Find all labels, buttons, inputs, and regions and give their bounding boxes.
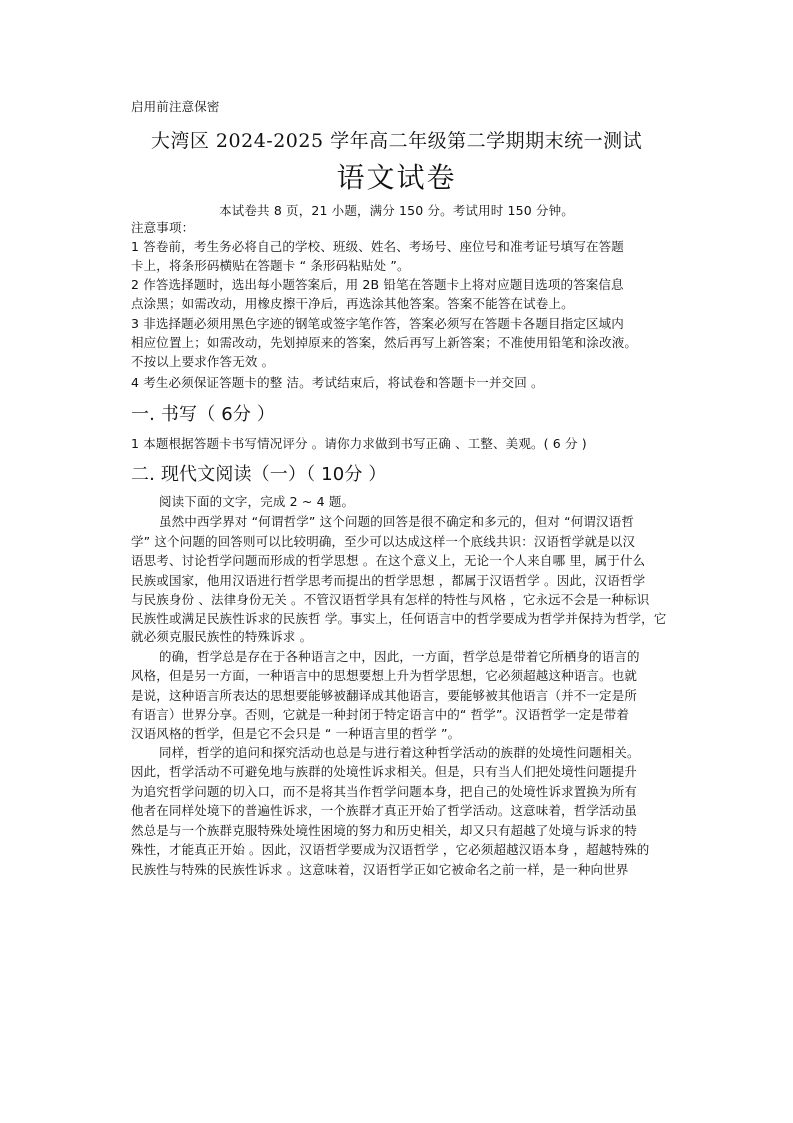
passage-line: 民族性与特殊的民族性诉求 。这意味着，汉语哲学正如它被命名之前一样，是一种向世界 bbox=[131, 862, 629, 877]
passage-intro: 阅读下面的文字，完成 2 ~ 4 题。 bbox=[159, 494, 355, 509]
section1-heading: 一. 书写（ 6分 ） bbox=[131, 404, 275, 425]
subject-title: 语文试卷 bbox=[336, 161, 457, 194]
notice-line: 1 答卷前，考生务必将自己的学校、班级、姓名、考场号、座位号和准考证号填写在答题 bbox=[131, 239, 624, 254]
notice-line: 卡上，将条形码横贴在答题卡 “ 条形码粘贴处 ”。 bbox=[131, 258, 410, 273]
passage-line: 学” 这个问题的回答则可以比较明确，至少可以达成这样一个底线共识：汉语哲学就是以汉 bbox=[131, 534, 636, 549]
notice-line: 3 非选择题必须用黑色字迹的钢笔或签字笔作答，答案必须写在答题卡各题目指定区域内 bbox=[131, 316, 624, 331]
passage-line: 汉语风格的哲学，但是它不会只是 “ 一种语言里的哲学 ”。 bbox=[131, 726, 461, 741]
passage-line: 是说，这种语言所表达的思想要能够被翻译成其他语言，要能够被其他语言（并不一定是所 bbox=[131, 688, 638, 703]
passage-line: 因此，哲学活动不可避免地与族群的处境性诉求相关。但是，只有当人们把处境性问题提升 bbox=[131, 764, 638, 779]
passage-line: 殊性，才能真正开始 。因此，汉语哲学要成为汉语哲学 ，它必须超越汉语本身 ，超越特殊的 bbox=[131, 842, 650, 857]
section2-heading: 二. 现代文阅读（一）（ 10分 ） bbox=[131, 464, 387, 485]
passage-line: 就必须克服民族性的特殊诉求 。 bbox=[131, 629, 313, 644]
passage-line: 虽然中西学界对 “何谓哲学” 这个问题的回答是很不确定和多元的，但对 “何谓汉语哲 bbox=[159, 514, 634, 529]
notice-line: 相应位置上；如需改动，先划掉原来的答案，然后再写上新答案；不准使用铅笔和涂改液。 bbox=[131, 335, 638, 350]
section1-item: 1 本题根据答题卡书写情况评分 。请你力求做到书写正确 、工整、美观。( 6 分 ) bbox=[131, 436, 587, 451]
exam-title: 大湾区 2024-2025 学年高二年级第二学期期末统一测试 bbox=[150, 130, 643, 152]
passage-line: 语思考、讨论哲学问题而形成的哲学思想 。在这个意义上，无论一个人来自哪 里，属于什么 bbox=[131, 553, 646, 568]
notice-line: 不按以上要求作答无效 。 bbox=[131, 354, 275, 369]
passage-line: 他者在同样处境下的普遍性诉求，一个族群才真正开始了哲学活动。这意味着，哲学活动虽 bbox=[131, 803, 638, 818]
passage-line: 为追究哲学问题的切入口，而不是将其当作哲学问题本身，把自己的处境性诉求置换为所有 bbox=[131, 784, 638, 799]
passage-line: 民族性或满足民族性诉求的民族哲 学。事实上，任何语言中的哲学要成为哲学并保持为哲学，它 bbox=[131, 611, 667, 626]
passage-line: 的确，哲学总是存在于各种语言之中，因此，一方面，哲学总是带着它所栖身的语言的 bbox=[159, 649, 640, 664]
passage-line: 有语言）世界分享。否则，它就是一种封闭于特定语言中的“ 哲学”。汉语哲学一定是带着 bbox=[131, 707, 630, 722]
notice-line: 2 作答选择题时，选出每小题答案后，用 2B 铅笔在答题卡上将对应题目选项的答案信息 bbox=[131, 277, 624, 292]
passage-line: 民族或国家，他用汉语进行哲学思考而提出的哲学思想 ，都属于汉语哲学 。因此，汉语哲学 bbox=[131, 573, 646, 588]
notice-line: 4 考生必须保证答题卡的整 洁。考试结束后，将试卷和答题卡一并交回 。 bbox=[131, 375, 544, 390]
passage-line: 风格，但是另一方面，一种语言中的思想要想上升为哲学思想，它必须超越这种语言。也就 bbox=[131, 668, 638, 683]
notice-heading: 注意事项： bbox=[131, 220, 195, 235]
notice-line: 点涂黑；如需改动，用橡皮擦干净后，再选涂其他答案。答案不能答在试卷上。 bbox=[131, 296, 574, 311]
passage-line: 同样，哲学的追问和探究活动也总是与进行着这种哲学活动的族群的处境性问题相关。 bbox=[159, 745, 640, 760]
confidential-label: 启用前注意保密 bbox=[131, 99, 220, 114]
passage-line: 与民族身份 、法律身份无关 。不管汉语哲学具有怎样的特性与风格 ，它永远不会是一种标识 bbox=[131, 592, 650, 607]
exam-info: 本试卷共 8 页，21 小题，满分 150 分。考试用时 150 分钟。 bbox=[219, 203, 574, 218]
passage-line: 然总是与一个族群克服特殊处境性困境的努力和历史相关，却又只有超越了处境与诉求的特 bbox=[131, 823, 638, 838]
